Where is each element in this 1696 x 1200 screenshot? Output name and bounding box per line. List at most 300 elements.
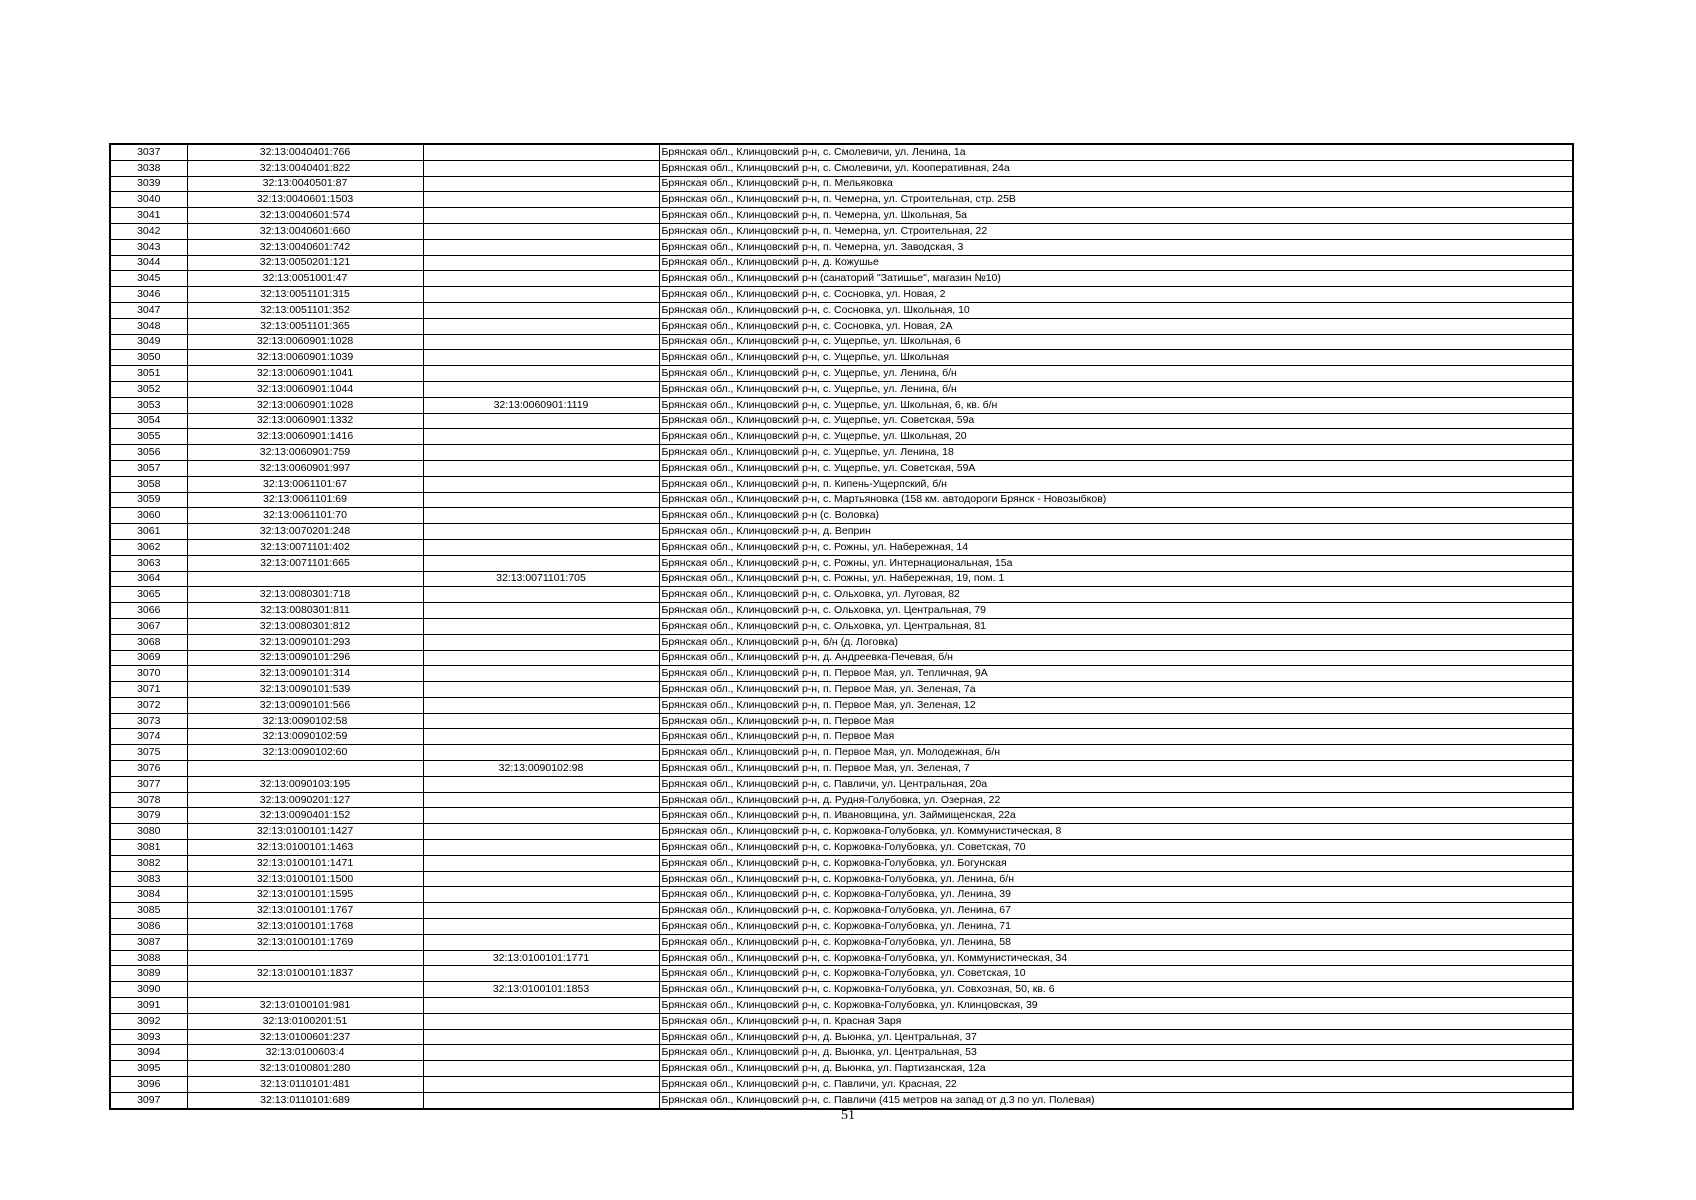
address-cell: Брянская обл., Клинцовский р-н, п. Первое Мая, ул. Тепличная, 9А <box>659 666 1573 682</box>
table-row <box>110 381 1573 397</box>
row-number-cell: 3069 <box>110 650 187 666</box>
premises-cadastral-number-cell <box>423 650 659 666</box>
premises-cadastral-number-cell <box>423 1029 659 1045</box>
row-number-cell: 3052 <box>110 381 187 397</box>
registry-table-body <box>110 144 1573 1109</box>
row-number-cell: 3039 <box>110 176 187 192</box>
row-number-cell: 3074 <box>110 729 187 745</box>
cadastral-number-cell: 32:13:0090102:58 <box>187 713 423 729</box>
table-row <box>110 302 1573 318</box>
cadastral-number-cell: 32:13:0100101:1769 <box>187 934 423 950</box>
row-number-cell: 3054 <box>110 413 187 429</box>
premises-cadastral-number-cell <box>423 713 659 729</box>
row-number-cell: 3079 <box>110 808 187 824</box>
row-number-cell: 3051 <box>110 366 187 382</box>
row-number-cell: 3085 <box>110 903 187 919</box>
address-cell: Брянская обл., Клинцовский р-н, п. Чемерна, ул. Заводская, 3 <box>659 239 1573 255</box>
cadastral-number-cell: 32:13:0071101:402 <box>187 539 423 555</box>
premises-cadastral-number-cell <box>423 508 659 524</box>
row-number-cell: 3037 <box>110 144 187 160</box>
table-row <box>110 1029 1573 1045</box>
address-cell: Брянская обл., Клинцовский р-н, с. Рожны, ул. Набережная, 19, пом. 1 <box>659 571 1573 587</box>
address-cell: Брянская обл., Клинцовский р-н, с. Рожны, ул. Набережная, 14 <box>659 539 1573 555</box>
cadastral-number-cell: 32:13:0060901:759 <box>187 445 423 461</box>
premises-cadastral-number-cell <box>423 824 659 840</box>
address-cell: Брянская обл., Клинцовский р-н, с. Рожны, ул. Интернациональная, 15а <box>659 555 1573 571</box>
row-number-cell: 3072 <box>110 697 187 713</box>
table-row <box>110 476 1573 492</box>
table-row <box>110 366 1573 382</box>
address-cell: Брянская обл., Клинцовский р-н, с. Павличи (415 метров на запад от д.3 по ул. Полевая) <box>659 1092 1573 1108</box>
table-row <box>110 682 1573 698</box>
table-row <box>110 160 1573 176</box>
premises-cadastral-number-cell <box>423 271 659 287</box>
premises-cadastral-number-cell <box>423 603 659 619</box>
address-cell: Брянская обл., Клинцовский р-н (с. Воловка) <box>659 508 1573 524</box>
table-row <box>110 287 1573 303</box>
row-number-cell: 3056 <box>110 445 187 461</box>
address-cell: Брянская обл., Клинцовский р-н, д. Вьюнка, ул. Центральная, 53 <box>659 1045 1573 1061</box>
cadastral-number-cell <box>187 761 423 777</box>
row-number-cell: 3050 <box>110 350 187 366</box>
premises-cadastral-number-cell <box>423 476 659 492</box>
premises-cadastral-number-cell <box>423 555 659 571</box>
cadastral-number-cell: 32:13:0100201:51 <box>187 1013 423 1029</box>
table-row <box>110 397 1573 413</box>
cadastral-number-cell: 32:13:0100101:1767 <box>187 903 423 919</box>
premises-cadastral-number-cell <box>423 682 659 698</box>
address-cell: Брянская обл., Клинцовский р-н, с. Коржовка-Голубовка, ул. Коммунистическая, 34 <box>659 950 1573 966</box>
row-number-cell: 3046 <box>110 287 187 303</box>
address-cell: Брянская обл., Клинцовский р-н, с. Коржовка-Голубовка, ул. Клинцовская, 39 <box>659 998 1573 1014</box>
address-cell: Брянская обл., Клинцовский р-н, п. Мельяковка <box>659 176 1573 192</box>
premises-cadastral-number-cell <box>423 808 659 824</box>
row-number-cell: 3078 <box>110 792 187 808</box>
table-row <box>110 176 1573 192</box>
address-cell: Брянская обл., Клинцовский р-н, д. Веприн <box>659 524 1573 540</box>
table-row <box>110 508 1573 524</box>
cadastral-number-cell: 32:13:0071101:665 <box>187 555 423 571</box>
address-cell: Брянская обл., Клинцовский р-н, с. Ущерпье, ул. Школьная <box>659 350 1573 366</box>
row-number-cell: 3086 <box>110 919 187 935</box>
address-cell: Брянская обл., Клинцовский р-н, с. Павличи, ул. Центральная, 20а <box>659 776 1573 792</box>
row-number-cell: 3038 <box>110 160 187 176</box>
table-row <box>110 1077 1573 1093</box>
cadastral-number-cell: 32:13:0080301:811 <box>187 603 423 619</box>
cadastral-number-cell: 32:13:0100101:1500 <box>187 871 423 887</box>
row-number-cell: 3061 <box>110 524 187 540</box>
cadastral-number-cell: 32:13:0060901:1028 <box>187 397 423 413</box>
table-row <box>110 761 1573 777</box>
row-number-cell: 3093 <box>110 1029 187 1045</box>
table-row <box>110 887 1573 903</box>
address-cell: Брянская обл., Клинцовский р-н, с. Ущерпье, ул. Школьная, 20 <box>659 429 1573 445</box>
row-number-cell: 3075 <box>110 745 187 761</box>
address-cell: Брянская обл., Клинцовский р-н, п. Первое Мая, ул. Зеленая, 12 <box>659 697 1573 713</box>
premises-cadastral-number-cell <box>423 1077 659 1093</box>
premises-cadastral-number-cell <box>423 144 659 160</box>
table-row <box>110 571 1573 587</box>
table-row <box>110 650 1573 666</box>
cadastral-number-cell: 32:13:0100801:280 <box>187 1061 423 1077</box>
cadastral-number-cell: 32:13:0051101:315 <box>187 287 423 303</box>
address-cell: Брянская обл., Клинцовский р-н, с. Смолевичи, ул. Ленина, 1а <box>659 144 1573 160</box>
table-row <box>110 460 1573 476</box>
address-cell: Брянская обл., Клинцовский р-н, п. Ивановщина, ул. Займищенская, 22а <box>659 808 1573 824</box>
row-number-cell: 3047 <box>110 302 187 318</box>
premises-cadastral-number-cell <box>423 287 659 303</box>
row-number-cell: 3060 <box>110 508 187 524</box>
row-number-cell: 3076 <box>110 761 187 777</box>
cadastral-number-cell: 32:13:0051101:365 <box>187 318 423 334</box>
table-row <box>110 713 1573 729</box>
cadastral-number-cell: 32:13:0090103:195 <box>187 776 423 792</box>
cadastral-number-cell: 32:13:0040601:1503 <box>187 192 423 208</box>
premises-cadastral-number-cell <box>423 318 659 334</box>
address-cell: Брянская обл., Клинцовский р-н, п. Первое Мая, ул. Зеленая, 7 <box>659 761 1573 777</box>
table-row <box>110 808 1573 824</box>
cadastral-number-cell: 32:13:0090101:296 <box>187 650 423 666</box>
table-row <box>110 429 1573 445</box>
premises-cadastral-number-cell <box>423 729 659 745</box>
premises-cadastral-number-cell <box>423 176 659 192</box>
row-number-cell: 3071 <box>110 682 187 698</box>
table-row <box>110 1013 1573 1029</box>
row-number-cell: 3049 <box>110 334 187 350</box>
address-cell: Брянская обл., Клинцовский р-н, с. Мартьяновка (158 км. автодороги Брянск - Новозыбков) <box>659 492 1573 508</box>
row-number-cell: 3058 <box>110 476 187 492</box>
table-row <box>110 824 1573 840</box>
cadastral-number-cell: 32:13:0100101:981 <box>187 998 423 1014</box>
cadastral-number-cell: 32:13:0061101:70 <box>187 508 423 524</box>
address-cell: Брянская обл., Клинцовский р-н, с. Ольховка, ул. Центральная, 79 <box>659 603 1573 619</box>
cadastral-number-cell: 32:13:0060901:997 <box>187 460 423 476</box>
cadastral-number-cell: 32:13:0100101:1471 <box>187 855 423 871</box>
table-row <box>110 919 1573 935</box>
address-cell: Брянская обл., Клинцовский р-н, п. Красная Заря <box>659 1013 1573 1029</box>
cadastral-number-cell: 32:13:0060901:1039 <box>187 350 423 366</box>
cadastral-number-cell: 32:13:0040601:660 <box>187 223 423 239</box>
row-number-cell: 3073 <box>110 713 187 729</box>
table-row <box>110 982 1573 998</box>
premises-cadastral-number-cell: 32:13:0100101:1853 <box>423 982 659 998</box>
table-row <box>110 998 1573 1014</box>
address-cell: Брянская обл., Клинцовский р-н, д. Вьюнка, ул. Центральная, 37 <box>659 1029 1573 1045</box>
premises-cadastral-number-cell <box>423 966 659 982</box>
address-cell: Брянская обл., Клинцовский р-н, с. Павличи, ул. Красная, 22 <box>659 1077 1573 1093</box>
cadastral-number-cell: 32:13:0090101:293 <box>187 634 423 650</box>
address-cell: Брянская обл., Клинцовский р-н, с. Коржовка-Голубовка, ул. Коммунистическая, 8 <box>659 824 1573 840</box>
premises-cadastral-number-cell <box>423 239 659 255</box>
table-row <box>110 555 1573 571</box>
cadastral-number-cell: 32:13:0060901:1044 <box>187 381 423 397</box>
address-cell: Брянская обл., Клинцовский р-н, д. Рудня-Голубовка, ул. Озерная, 22 <box>659 792 1573 808</box>
premises-cadastral-number-cell <box>423 745 659 761</box>
address-cell: Брянская обл., Клинцовский р-н, п. Первое Мая, ул. Зеленая, 7а <box>659 682 1573 698</box>
row-number-cell: 3068 <box>110 634 187 650</box>
premises-cadastral-number-cell <box>423 350 659 366</box>
table-row <box>110 445 1573 461</box>
table-row <box>110 603 1573 619</box>
row-number-cell: 3096 <box>110 1077 187 1093</box>
address-cell: Брянская обл., Клинцовский р-н, д. Кожушье <box>659 255 1573 271</box>
row-number-cell: 3063 <box>110 555 187 571</box>
cadastral-number-cell: 32:13:0040501:87 <box>187 176 423 192</box>
premises-cadastral-number-cell <box>423 366 659 382</box>
row-number-cell: 3081 <box>110 840 187 856</box>
address-cell: Брянская обл., Клинцовский р-н, с. Сосновка, ул. Школьная, 10 <box>659 302 1573 318</box>
premises-cadastral-number-cell <box>423 697 659 713</box>
row-number-cell: 3065 <box>110 587 187 603</box>
address-cell: Брянская обл., Клинцовский р-н, с. Сосновка, ул. Новая, 2А <box>659 318 1573 334</box>
row-number-cell: 3091 <box>110 998 187 1014</box>
address-cell: Брянская обл., Клинцовский р-н, с. Коржовка-Голубовка, ул. Богунская <box>659 855 1573 871</box>
cadastral-number-cell: 32:13:0040401:766 <box>187 144 423 160</box>
row-number-cell: 3041 <box>110 208 187 224</box>
premises-cadastral-number-cell <box>423 539 659 555</box>
cadastral-number-cell <box>187 571 423 587</box>
table-row <box>110 271 1573 287</box>
table-row <box>110 223 1573 239</box>
address-cell: Брянская обл., Клинцовский р-н, с. Коржовка-Голубовка, ул. Советская, 70 <box>659 840 1573 856</box>
row-number-cell: 3077 <box>110 776 187 792</box>
row-number-cell: 3089 <box>110 966 187 982</box>
address-cell: Брянская обл., Клинцовский р-н, с. Коржовка-Голубовка, ул. Совхозная, 50, кв. 6 <box>659 982 1573 998</box>
row-number-cell: 3070 <box>110 666 187 682</box>
premises-cadastral-number-cell <box>423 1061 659 1077</box>
table-row <box>110 255 1573 271</box>
table-row <box>110 144 1573 160</box>
address-cell: Брянская обл., Клинцовский р-н, с. Коржовка-Голубовка, ул. Ленина, 58 <box>659 934 1573 950</box>
address-cell: Брянская обл., Клинцовский р-н, с. Коржовка-Голубовка, ул. Ленина, 67 <box>659 903 1573 919</box>
premises-cadastral-number-cell <box>423 223 659 239</box>
table-row <box>110 840 1573 856</box>
row-number-cell: 3066 <box>110 603 187 619</box>
row-number-cell: 3057 <box>110 460 187 476</box>
premises-cadastral-number-cell <box>423 776 659 792</box>
table-row <box>110 666 1573 682</box>
premises-cadastral-number-cell <box>423 255 659 271</box>
premises-cadastral-number-cell <box>423 460 659 476</box>
row-number-cell: 3064 <box>110 571 187 587</box>
premises-cadastral-number-cell <box>423 934 659 950</box>
cadastral-number-cell: 32:13:0100101:1463 <box>187 840 423 856</box>
table-row <box>110 618 1573 634</box>
premises-cadastral-number-cell <box>423 1092 659 1108</box>
address-cell: Брянская обл., Клинцовский р-н, п. Чемерна, ул. Школьная, 5а <box>659 208 1573 224</box>
table-row <box>110 413 1573 429</box>
table-row <box>110 587 1573 603</box>
cadastral-number-cell <box>187 982 423 998</box>
row-number-cell: 3080 <box>110 824 187 840</box>
table-row <box>110 745 1573 761</box>
premises-cadastral-number-cell <box>423 160 659 176</box>
premises-cadastral-number-cell <box>423 1045 659 1061</box>
table-row <box>110 1045 1573 1061</box>
cadastral-number-cell: 32:13:0110101:689 <box>187 1092 423 1108</box>
cadastral-number-cell: 32:13:0110101:481 <box>187 1077 423 1093</box>
premises-cadastral-number-cell <box>423 524 659 540</box>
row-number-cell: 3053 <box>110 397 187 413</box>
cadastral-number-cell: 32:13:0080301:718 <box>187 587 423 603</box>
address-cell: Брянская обл., Клинцовский р-н, п. Первое Мая <box>659 713 1573 729</box>
address-cell: Брянская обл., Клинцовский р-н, с. Ущерпье, ул. Школьная, 6 <box>659 334 1573 350</box>
cadastral-number-cell: 32:13:0070201:248 <box>187 524 423 540</box>
table-row <box>110 950 1573 966</box>
premises-cadastral-number-cell <box>423 302 659 318</box>
cadastral-number-cell: 32:13:0090101:566 <box>187 697 423 713</box>
premises-cadastral-number-cell <box>423 666 659 682</box>
cadastral-number-cell: 32:13:0090401:152 <box>187 808 423 824</box>
premises-cadastral-number-cell <box>423 871 659 887</box>
cadastral-number-cell <box>187 950 423 966</box>
cadastral-number-cell: 32:13:0090101:539 <box>187 682 423 698</box>
address-cell: Брянская обл., Клинцовский р-н, с. Ущерпье, ул. Ленина, б/н <box>659 366 1573 382</box>
cadastral-number-cell: 32:13:0090102:60 <box>187 745 423 761</box>
address-cell: Брянская обл., Клинцовский р-н, с. Ольховка, ул. Центральная, 81 <box>659 618 1573 634</box>
cadastral-number-cell: 32:13:0100101:1837 <box>187 966 423 982</box>
row-number-cell: 3062 <box>110 539 187 555</box>
premises-cadastral-number-cell <box>423 413 659 429</box>
table-row <box>110 318 1573 334</box>
address-cell: Брянская обл., Клинцовский р-н (санаторий "Затишье", магазин №10) <box>659 271 1573 287</box>
address-cell: Брянская обл., Клинцовский р-н, д. Андреевка-Печевая, б/н <box>659 650 1573 666</box>
address-cell: Брянская обл., Клинцовский р-н, п. Чемерна, ул. Строительная, стр. 25В <box>659 192 1573 208</box>
cadastral-number-cell: 32:13:0060901:1416 <box>187 429 423 445</box>
address-cell: Брянская обл., Клинцовский р-н, п. Первое Мая, ул. Молодежная, б/н <box>659 745 1573 761</box>
address-cell: Брянская обл., Клинцовский р-н, с. Ущерпье, ул. Ленина, б/н <box>659 381 1573 397</box>
row-number-cell: 3043 <box>110 239 187 255</box>
address-cell: Брянская обл., Клинцовский р-н, п. Кипень-Ущерпский, б/н <box>659 476 1573 492</box>
cadastral-number-cell: 32:13:0090101:314 <box>187 666 423 682</box>
cadastral-number-cell: 32:13:0080301:812 <box>187 618 423 634</box>
premises-cadastral-number-cell <box>423 618 659 634</box>
address-cell: Брянская обл., Клинцовский р-н, п. Первое Мая <box>659 729 1573 745</box>
row-number-cell: 3097 <box>110 1092 187 1108</box>
row-number-cell: 3088 <box>110 950 187 966</box>
page-number: 51 <box>841 1108 855 1123</box>
premises-cadastral-number-cell <box>423 919 659 935</box>
cadastral-number-cell: 32:13:0061101:69 <box>187 492 423 508</box>
row-number-cell: 3044 <box>110 255 187 271</box>
row-number-cell: 3045 <box>110 271 187 287</box>
cadastral-number-cell: 32:13:0040401:822 <box>187 160 423 176</box>
premises-cadastral-number-cell <box>423 840 659 856</box>
cadastral-number-cell: 32:13:0090102:59 <box>187 729 423 745</box>
address-cell: Брянская обл., Клинцовский р-н, с. Ущерпье, ул. Советская, 59а <box>659 413 1573 429</box>
address-cell: Брянская обл., Клинцовский р-н, с. Сосновка, ул. Новая, 2 <box>659 287 1573 303</box>
cadastral-number-cell: 32:13:0051001:47 <box>187 271 423 287</box>
cadastral-number-cell: 32:13:0060901:1028 <box>187 334 423 350</box>
table-row <box>110 697 1573 713</box>
premises-cadastral-number-cell <box>423 998 659 1014</box>
cadastral-number-cell: 32:13:0060901:1332 <box>187 413 423 429</box>
address-cell: Брянская обл., Клинцовский р-н, с. Ольховка, ул. Луговая, 82 <box>659 587 1573 603</box>
table-row <box>110 1092 1573 1108</box>
cadastral-number-cell: 32:13:0100101:1768 <box>187 919 423 935</box>
table-row <box>110 334 1573 350</box>
table-row <box>110 729 1573 745</box>
address-cell: Брянская обл., Клинцовский р-н, с. Коржовка-Голубовка, ул. Ленина, б/н <box>659 871 1573 887</box>
table-row <box>110 966 1573 982</box>
address-cell: Брянская обл., Клинцовский р-н, б/н (д. Логовка) <box>659 634 1573 650</box>
table-row <box>110 539 1573 555</box>
cadastral-number-cell: 32:13:0090201:127 <box>187 792 423 808</box>
table-row <box>110 192 1573 208</box>
table-row <box>110 350 1573 366</box>
row-number-cell: 3082 <box>110 855 187 871</box>
cadastral-number-cell: 32:13:0040601:574 <box>187 208 423 224</box>
row-number-cell: 3055 <box>110 429 187 445</box>
premises-cadastral-number-cell: 32:13:0100101:1771 <box>423 950 659 966</box>
premises-cadastral-number-cell <box>423 208 659 224</box>
address-cell: Брянская обл., Клинцовский р-н, д. Вьюнка, ул. Партизанская, 12а <box>659 1061 1573 1077</box>
table-row <box>110 1061 1573 1077</box>
row-number-cell: 3094 <box>110 1045 187 1061</box>
premises-cadastral-number-cell <box>423 192 659 208</box>
row-number-cell: 3048 <box>110 318 187 334</box>
row-number-cell: 3067 <box>110 618 187 634</box>
premises-cadastral-number-cell <box>423 887 659 903</box>
address-cell: Брянская обл., Клинцовский р-н, с. Коржовка-Голубовка, ул. Ленина, 39 <box>659 887 1573 903</box>
premises-cadastral-number-cell <box>423 903 659 919</box>
row-number-cell: 3087 <box>110 934 187 950</box>
premises-cadastral-number-cell <box>423 792 659 808</box>
premises-cadastral-number-cell <box>423 334 659 350</box>
row-number-cell: 3092 <box>110 1013 187 1029</box>
row-number-cell: 3040 <box>110 192 187 208</box>
table-row <box>110 634 1573 650</box>
address-cell: Брянская обл., Клинцовский р-н, с. Ущерпье, ул. Советская, 59А <box>659 460 1573 476</box>
table-row <box>110 524 1573 540</box>
address-cell: Брянская обл., Клинцовский р-н, с. Коржовка-Голубовка, ул. Советская, 10 <box>659 966 1573 982</box>
row-number-cell: 3042 <box>110 223 187 239</box>
premises-cadastral-number-cell <box>423 381 659 397</box>
row-number-cell: 3084 <box>110 887 187 903</box>
row-number-cell: 3090 <box>110 982 187 998</box>
cadastral-number-cell: 32:13:0100603:4 <box>187 1045 423 1061</box>
premises-cadastral-number-cell: 32:13:0060901:1119 <box>423 397 659 413</box>
address-cell: Брянская обл., Клинцовский р-н, с. Ущерпье, ул. Школьная, 6, кв. б/н <box>659 397 1573 413</box>
premises-cadastral-number-cell <box>423 634 659 650</box>
premises-cadastral-number-cell <box>423 855 659 871</box>
address-cell: Брянская обл., Клинцовский р-н, с. Ущерпье, ул. Ленина, 18 <box>659 445 1573 461</box>
row-number-cell: 3083 <box>110 871 187 887</box>
cadastral-number-cell: 32:13:0051101:352 <box>187 302 423 318</box>
premises-cadastral-number-cell <box>423 429 659 445</box>
premises-cadastral-number-cell: 32:13:0090102:98 <box>423 761 659 777</box>
cadastral-number-cell: 32:13:0061101:67 <box>187 476 423 492</box>
cadastral-number-cell: 32:13:0050201:121 <box>187 255 423 271</box>
premises-cadastral-number-cell <box>423 587 659 603</box>
table-row <box>110 239 1573 255</box>
table-row <box>110 934 1573 950</box>
table-row <box>110 208 1573 224</box>
table-row <box>110 492 1573 508</box>
registry-table <box>109 143 1574 1110</box>
premises-cadastral-number-cell <box>423 492 659 508</box>
table-row <box>110 855 1573 871</box>
table-row <box>110 871 1573 887</box>
row-number-cell: 3059 <box>110 492 187 508</box>
address-cell: Брянская обл., Клинцовский р-н, с. Смолевичи, ул. Кооперативная, 24а <box>659 160 1573 176</box>
cadastral-number-cell: 32:13:0100101:1595 <box>187 887 423 903</box>
premises-cadastral-number-cell <box>423 1013 659 1029</box>
cadastral-number-cell: 32:13:0100601:237 <box>187 1029 423 1045</box>
cadastral-number-cell: 32:13:0040601:742 <box>187 239 423 255</box>
table-row <box>110 776 1573 792</box>
table-row <box>110 903 1573 919</box>
